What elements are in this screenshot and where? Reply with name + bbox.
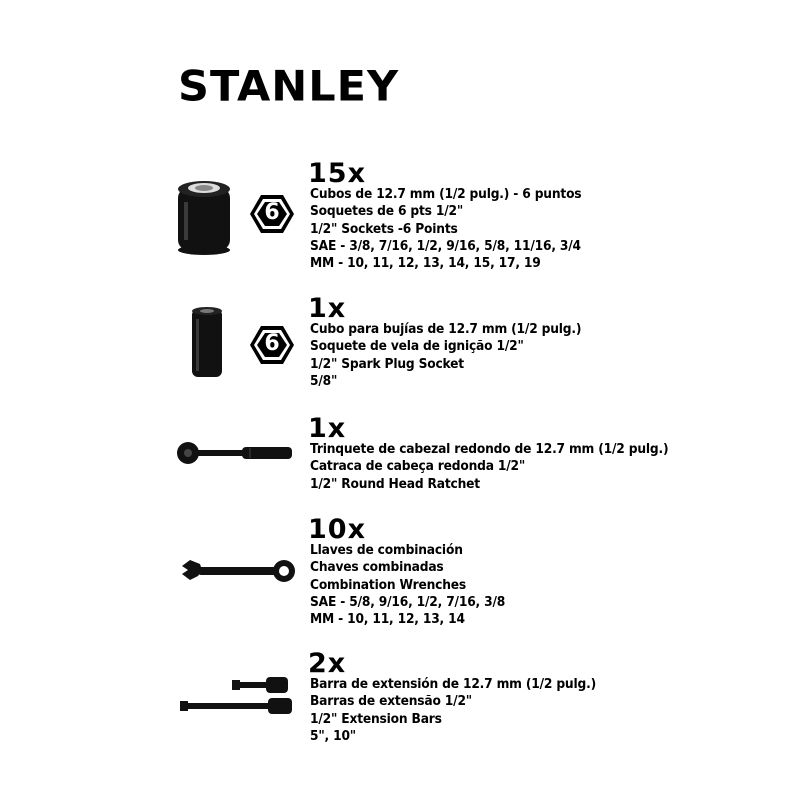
description-line: Llaves de combinación — [310, 543, 463, 558]
description-line: 5", 10" — [310, 728, 357, 744]
item-description — [310, 186, 602, 272]
item-description — [310, 542, 520, 628]
combination-wrench-icon — [178, 556, 298, 586]
item-quantity: 15x — [308, 158, 366, 189]
item-description — [310, 441, 695, 493]
extension-bar-icon — [176, 674, 298, 718]
ratchet-icon — [174, 438, 296, 468]
item-description — [310, 321, 602, 390]
description-line: Barra de extensión de 12.7 mm (1/2 pulg.) — [310, 677, 596, 692]
description-line: 1/2" Sockets -6 Points — [310, 221, 458, 237]
description-line: Barras de extensão 1/2" — [310, 694, 473, 710]
description-line: SAE - 3/8, 7/16, 1/2, 9/16, 5/8, 11/16, 3/4 — [310, 238, 581, 254]
item-description — [310, 676, 618, 745]
description-line: 1/2" Spark Plug Socket — [310, 356, 464, 372]
description-line: MM - 10, 11, 12, 13, 14 — [310, 612, 465, 628]
brand-logo: STANLEY — [178, 62, 400, 112]
description-line: 5/8" — [310, 373, 338, 389]
description-line: Cubo para bujías de 12.7 mm (1/2 pulg.) — [310, 322, 582, 337]
description-line: MM - 10, 11, 12, 13, 14, 15, 17, 19 — [310, 256, 541, 272]
item-quantity: 2x — [308, 648, 347, 679]
description-line: Soquete de vela de ignição 1/2" — [310, 339, 524, 355]
item-quantity: 1x — [308, 413, 347, 444]
description-line: Chaves combinadas — [310, 560, 444, 576]
item-quantity: 1x — [308, 293, 347, 324]
spark-plug-socket-icon — [188, 305, 226, 381]
description-line: Cubos de 12.7 mm (1/2 pulg.) - 6 puntos — [310, 187, 582, 202]
hex-badge-label: 6 — [264, 200, 280, 225]
description-line: Soquetes de 6 pts 1/2" — [310, 204, 464, 220]
description-line: Catraca de cabeça redonda 1/2" — [310, 459, 526, 475]
socket-icon — [172, 178, 236, 256]
description-line: 1/2" Extension Bars — [310, 711, 442, 727]
description-line: Combination Wrenches — [310, 577, 467, 593]
item-quantity: 10x — [308, 514, 366, 545]
description-line: SAE - 5/8, 9/16, 1/2, 7/16, 3/8 — [310, 594, 506, 610]
description-line: Trinquete de cabezal redondo de 12.7 mm (1/2 pulg.) — [310, 442, 669, 457]
hex-badge-label: 6 — [264, 331, 280, 356]
description-line: 1/2" Round Head Ratchet — [310, 476, 480, 492]
